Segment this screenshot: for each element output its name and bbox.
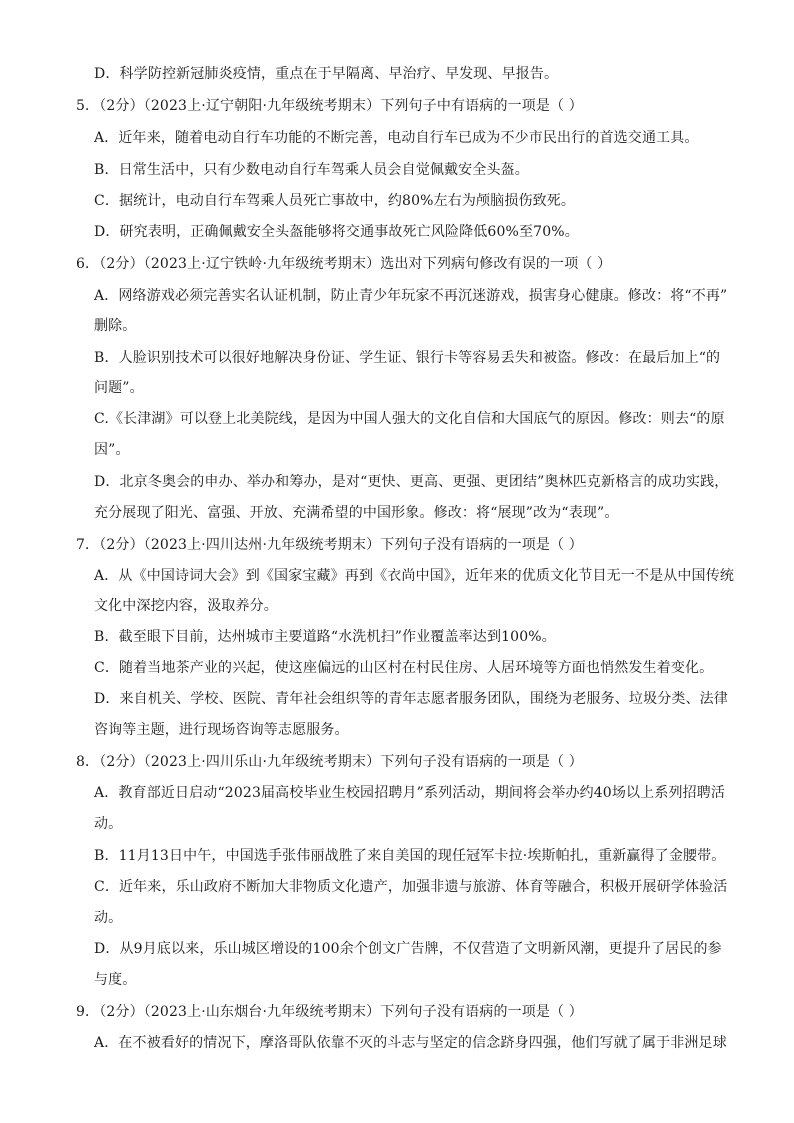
q7-option-d-cont: 咨询等主题，进行现场咨询等志愿服务。: [94, 722, 349, 738]
q6-option-d-cont: 充分展现了阳光、富强、开放、充满希望的中国形象。修改：将“展现”改为“表现”。: [94, 505, 619, 521]
q8-option-b: B．11月13日中午，中国选手张伟丽战胜了来自美国的现任冠军卡拉·埃斯帕扎，重新赢得了金腰带。: [94, 848, 726, 864]
q4-option-d: D．科学防控新冠肺炎疫情，重点在于早隔离、早治疗、早发现、早报告。: [94, 66, 559, 82]
q6-option-b: B．人脸识别技术可以很好地解决身份证、学生证、银行卡等容易丢失和被盗。修改：在最后加上“的: [94, 350, 721, 366]
q6-option-d: D．北京冬奥会的申办、举办和筹办，是对“更快、更高、更强、更团结”奥林匹克新格言的成功实践，: [94, 474, 729, 490]
q6-option-c-cont: 因”。: [94, 442, 130, 458]
q5-option-a: A．近年来，随着电动自行车功能的不断完善，电动自行车已成为不少市民出行的首选交通工具。: [94, 130, 699, 146]
q6-option-b-cont: 问题”。: [94, 380, 144, 396]
q7-option-c: C．随着当地茶产业的兴起，使这座偏远的山区村在村民住房、人居环境等方面也悄然发生着变化。: [94, 660, 714, 676]
q8-option-a-cont: 动。: [94, 816, 123, 832]
q6-option-a-cont: 删除。: [94, 318, 137, 334]
q5-stem: 5．（2分）（2023上·辽宁朝阳·九年级统考期末）下列句子中有语病的一项是（ ）: [76, 98, 583, 114]
q8-option-d-cont: 与度。: [94, 972, 137, 988]
q8-option-c-cont: 动。: [94, 910, 123, 926]
q7-option-d: D．来自机关、学校、医院、青年社会组织等的青年志愿者服务团队，围绕为老服务、垃圾分类、法律: [94, 691, 728, 707]
q8-option-c: C．近年来，乐山政府不断加大非物质文化遗产，加强非遗与旅游、体育等融合，积极开展研学体验活: [94, 879, 728, 895]
q8-stem: 8．（2分）（2023上·四川乐山·九年级统考期末）下列句子没有语病的一项是（ ）: [76, 754, 583, 770]
q7-stem: 7．（2分）（2023上·四川达州·九年级统考期末）下列句子没有语病的一项是（ ）: [76, 537, 583, 553]
q5-option-d: D．研究表明，正确佩戴安全头盔能够将交通事故死亡风险降低60%至70%。: [94, 224, 579, 240]
q5-option-b: B．日常生活中，只有少数电动自行车驾乘人员会自觉佩戴安全头盔。: [94, 162, 529, 178]
q6-stem: 6．（2分）（2023上·辽宁铁岭·九年级统考期末）选出对下列病句修改有误的一项（ ）: [76, 256, 612, 272]
q7-option-b: B．截至眼下目前，达州城市主要道路“水洗机扫”作业覆盖率达到100%。: [94, 629, 556, 645]
q8-option-d: D．从9月底以来，乐山城区增设的100余个创文广告牌，不仅营造了文明新风潮，更提升了居民的参: [94, 941, 722, 957]
q6-option-c: C.《长津湖》可以登上北美院线，是因为中国人强大的文化自信和大国底气的原因。修改：则去“的原: [94, 411, 725, 427]
q6-option-a: A．网络游戏必须完善实名认证机制，防止青少年玩家不再沉迷游戏，损害身心健康。修改：将“不再”: [94, 288, 728, 304]
q5-option-c: C．据统计，电动自行车驾乘人员死亡事故中，约80%左右为颅脑损伤致死。: [94, 193, 576, 209]
q8-option-a: A．教育部近日启动“2023届高校毕业生校园招聘月”系列活动，期间将会举办约40场以上系列招聘活: [94, 785, 726, 801]
q7-option-a: A．从《中国诗词大会》到《国家宝藏》再到《衣尚中国》，近年来的优质文化节目无一不是从中国传统: [94, 568, 735, 584]
q9-option-a: A．在不被看好的情况下，摩洛哥队依靠不灭的斗志与坚定的信念跻身四强，他们写就了属于非洲足球: [94, 1035, 727, 1051]
q9-stem: 9．（2分）（2023上·山东烟台·九年级统考期末）下列句子没有语病的一项是（ ）: [76, 1004, 583, 1020]
q7-option-a-cont: 文化中深挖内容，汲取养分。: [94, 598, 278, 614]
